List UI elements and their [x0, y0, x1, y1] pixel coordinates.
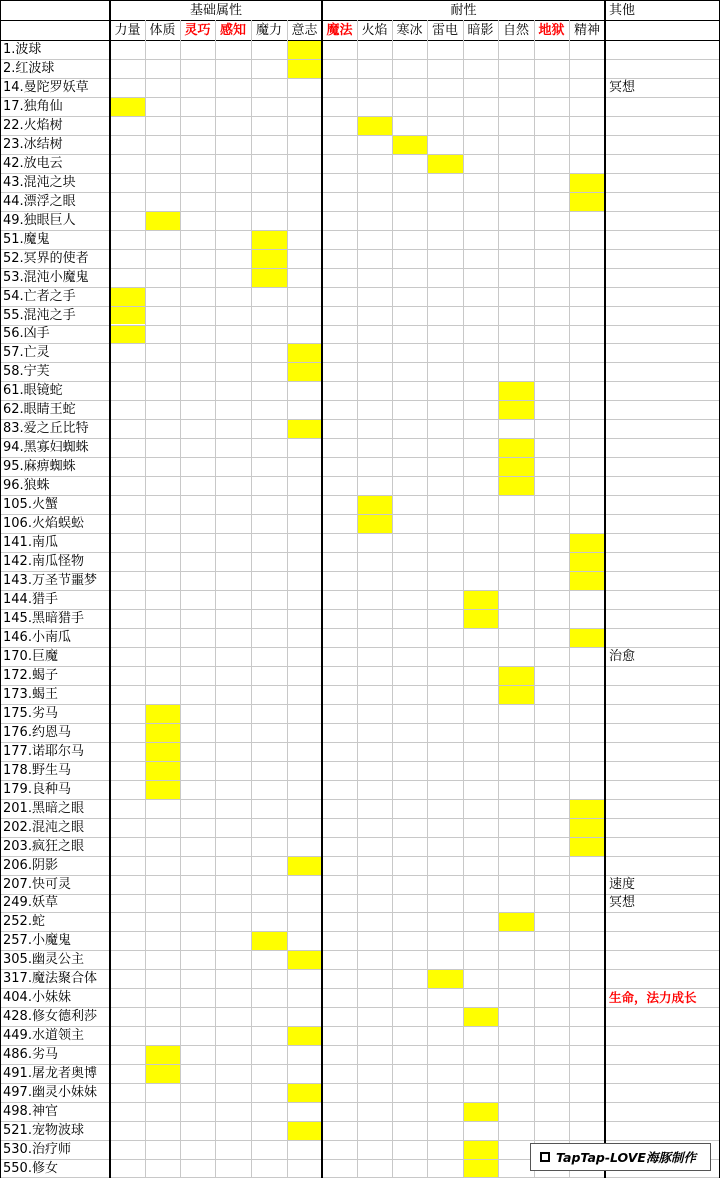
row-name[interactable]: 141.南瓜: [3, 535, 58, 551]
square-icon: [540, 1152, 550, 1162]
highlight-cell[interactable]: [287, 343, 322, 362]
highlight-cell[interactable]: [569, 192, 605, 211]
highlight-cell[interactable]: [357, 514, 392, 533]
row-name[interactable]: 17.独角仙: [3, 98, 63, 114]
grid-line-v: [392, 20, 393, 1178]
row-other-note[interactable]: 治愈: [609, 648, 636, 664]
highlight-cell[interactable]: [569, 799, 605, 818]
row-name[interactable]: 305.幽灵公主: [3, 952, 84, 968]
row-name[interactable]: 176.约恩马: [3, 724, 71, 740]
highlight-cell[interactable]: [145, 780, 180, 799]
group-header: 基础属性: [189, 2, 242, 18]
row-name[interactable]: 521.宠物波球: [3, 1123, 84, 1139]
row-name[interactable]: 428.修女德利莎: [3, 1009, 97, 1025]
row-name[interactable]: 49.独眼巨人: [3, 212, 76, 228]
highlight-cell[interactable]: [251, 268, 287, 287]
highlight-cell[interactable]: [287, 1121, 322, 1140]
row-name[interactable]: 51.魔鬼: [3, 231, 50, 247]
row-name[interactable]: 55.混沌之手: [3, 307, 76, 323]
row-name[interactable]: 201.黑暗之眼: [3, 800, 84, 816]
row-name[interactable]: 252.蛇: [3, 914, 45, 930]
grid-line-v: [180, 20, 181, 1178]
row-name[interactable]: 105.火蟹: [3, 497, 58, 513]
row-name[interactable]: 257.小魔鬼: [3, 933, 71, 949]
highlight-cell[interactable]: [251, 931, 287, 950]
row-name[interactable]: 173.蝎王: [3, 686, 58, 702]
highlight-cell[interactable]: [498, 400, 534, 419]
row-name[interactable]: 106.火焰蜈蚣: [3, 516, 84, 532]
highlight-cell[interactable]: [569, 571, 605, 590]
group-header: 其他: [609, 2, 636, 18]
row-name[interactable]: 1.波球: [3, 41, 42, 57]
highlight-cell[interactable]: [498, 438, 534, 457]
row-name[interactable]: 175.劣马: [3, 705, 58, 721]
row-name[interactable]: 203.疯狂之眼: [3, 838, 84, 854]
column-header[interactable]: 魔力: [255, 22, 282, 38]
row-name[interactable]: 95.麻痹蜘蛛: [3, 459, 76, 475]
row-other-note[interactable]: 冥想: [609, 895, 636, 911]
column-header[interactable]: 自然: [502, 22, 529, 38]
highlight-cell[interactable]: [498, 457, 534, 476]
row-name[interactable]: 44.漂浮之眼: [3, 193, 76, 209]
highlight-cell[interactable]: [463, 1159, 498, 1178]
row-name[interactable]: 96.狼蛛: [3, 478, 50, 494]
row-name[interactable]: 530.治疗师: [3, 1142, 71, 1158]
row-name[interactable]: 145.黑暗猎手: [3, 610, 84, 626]
row-name[interactable]: 177.诺耶尔马: [3, 743, 84, 759]
highlight-cell[interactable]: [569, 837, 605, 856]
row-name[interactable]: 61.眼镜蛇: [3, 383, 63, 399]
section-border: [321, 0, 323, 1178]
column-header[interactable]: 感知: [219, 22, 246, 38]
group-header: 耐性: [450, 2, 477, 18]
highlight-cell[interactable]: [569, 552, 605, 571]
highlight-cell[interactable]: [287, 1083, 322, 1102]
highlight-cell[interactable]: [427, 154, 463, 173]
column-header[interactable]: 魔法: [326, 22, 353, 38]
highlight-cell[interactable]: [287, 362, 322, 381]
highlight-cell[interactable]: [110, 306, 145, 325]
column-header[interactable]: 寒冰: [396, 22, 423, 38]
column-header[interactable]: 灵巧: [184, 22, 211, 38]
highlight-cell[interactable]: [463, 1140, 498, 1159]
row-name[interactable]: 486.劣马: [3, 1047, 58, 1063]
highlight-cell[interactable]: [569, 173, 605, 192]
column-header[interactable]: 火焰: [361, 22, 388, 38]
row-name[interactable]: 53.混沌小魔鬼: [3, 269, 89, 285]
highlight-cell[interactable]: [145, 704, 180, 723]
grid-line-v: [463, 20, 464, 1178]
highlight-cell[interactable]: [287, 59, 322, 78]
row-other-note[interactable]: 生命，法力成长: [609, 989, 697, 1005]
grid-line-v: [251, 20, 252, 1178]
highlight-cell[interactable]: [463, 1102, 498, 1121]
highlight-cell[interactable]: [251, 230, 287, 249]
highlight-cell[interactable]: [569, 818, 605, 837]
row-name[interactable]: 497.幽灵小妹妹: [3, 1085, 97, 1101]
highlight-cell[interactable]: [145, 211, 180, 230]
watermark: [530, 1143, 711, 1171]
grid-line-v: [427, 20, 428, 1178]
row-other-note[interactable]: 速度: [609, 876, 636, 892]
grid-line-v: [145, 20, 146, 1178]
highlight-cell[interactable]: [287, 40, 322, 59]
highlight-cell[interactable]: [287, 856, 322, 875]
watermark-text: TapTap-LOVE海豚制作: [556, 1150, 696, 1165]
grid-line-v: [534, 20, 535, 1178]
row-name[interactable]: 491.屠龙者奥博: [3, 1066, 97, 1082]
column-header[interactable]: 精神: [573, 22, 600, 38]
highlight-cell[interactable]: [392, 135, 427, 154]
highlight-cell[interactable]: [110, 287, 145, 306]
row-name[interactable]: 206.阴影: [3, 857, 58, 873]
row-name[interactable]: 62.眼睛王蛇: [3, 402, 76, 418]
highlight-cell[interactable]: [569, 628, 605, 647]
grid-line-v: [287, 20, 288, 1178]
row-name[interactable]: 144.猎手: [3, 592, 58, 607]
row-name[interactable]: 14.曼陀罗妖草: [3, 79, 89, 95]
row-name[interactable]: 2.红波球: [3, 60, 55, 76]
row-name[interactable]: 56.凶手: [3, 326, 50, 342]
row-name[interactable]: 83.爱之丘比特: [3, 421, 89, 437]
highlight-cell[interactable]: [357, 116, 392, 135]
highlight-cell[interactable]: [427, 969, 463, 988]
highlight-cell[interactable]: [287, 950, 322, 969]
row-name[interactable]: 22.火焰树: [3, 117, 63, 133]
highlight-cell[interactable]: [569, 533, 605, 552]
highlight-cell[interactable]: [145, 1045, 180, 1064]
row-name[interactable]: 550.修女: [3, 1161, 58, 1176]
highlight-cell[interactable]: [145, 1064, 180, 1083]
highlight-cell[interactable]: [145, 761, 180, 780]
highlight-cell[interactable]: [498, 476, 534, 495]
grid-line-v: [215, 20, 216, 1178]
row-name[interactable]: 179.良种马: [3, 781, 71, 797]
highlight-cell[interactable]: [251, 249, 287, 268]
row-name[interactable]: 142.南瓜怪物: [3, 554, 84, 570]
row-name[interactable]: 54.亡者之手: [3, 288, 76, 304]
row-name[interactable]: 404.小妹妹: [3, 990, 71, 1006]
row-name[interactable]: 207.快可灵: [3, 876, 71, 892]
grid-line-v: [357, 20, 358, 1178]
highlight-cell[interactable]: [357, 495, 392, 514]
row-name[interactable]: 449.水道领主: [3, 1028, 84, 1044]
highlight-cell[interactable]: [287, 1026, 322, 1045]
row-name[interactable]: 170.巨魔: [3, 648, 58, 664]
highlight-cell[interactable]: [463, 590, 498, 609]
highlight-cell[interactable]: [287, 419, 322, 438]
highlight-cell[interactable]: [145, 742, 180, 761]
highlight-cell[interactable]: [145, 723, 180, 742]
column-header[interactable]: 暗影: [467, 22, 494, 38]
row-name[interactable]: 52.冥界的使者: [3, 250, 89, 266]
highlight-cell[interactable]: [110, 97, 145, 116]
highlight-cell[interactable]: [498, 381, 534, 400]
row-name[interactable]: 143.万圣节噩梦: [3, 573, 97, 589]
column-header[interactable]: 雷电: [431, 22, 458, 38]
row-name[interactable]: 146.小南瓜: [3, 629, 71, 645]
grid-line-v: [498, 20, 499, 1178]
highlight-cell[interactable]: [463, 609, 498, 628]
column-header[interactable]: 体质: [149, 22, 176, 38]
row-name[interactable]: 498.神官: [3, 1104, 58, 1120]
row-name[interactable]: 94.黑寡妇蜘蛛: [3, 440, 89, 456]
highlight-cell[interactable]: [463, 1007, 498, 1026]
highlight-cell[interactable]: [498, 666, 534, 685]
highlight-cell[interactable]: [498, 685, 534, 704]
grid-line-v: [569, 20, 570, 1178]
row-name[interactable]: 58.宁芙: [3, 364, 50, 380]
column-header[interactable]: 意志: [291, 22, 318, 38]
row-name[interactable]: 202.混沌之眼: [3, 819, 84, 835]
highlight-cell[interactable]: [110, 325, 145, 344]
row-name[interactable]: 23.冰结树: [3, 136, 63, 152]
row-name[interactable]: 317.魔法聚合体: [3, 971, 97, 987]
row-name[interactable]: 172.蝎子: [3, 667, 58, 683]
row-name[interactable]: 178.野生马: [3, 762, 71, 778]
row-name[interactable]: 43.混沌之块: [3, 174, 76, 190]
column-header[interactable]: [605, 20, 720, 40]
row-name[interactable]: 57.亡灵: [3, 345, 50, 361]
row-name[interactable]: 249.妖草: [3, 895, 58, 911]
row-other-note[interactable]: 冥想: [609, 79, 636, 95]
row-name[interactable]: 42.放电云: [3, 155, 63, 171]
column-header[interactable]: 力量: [114, 22, 141, 38]
column-header[interactable]: 地狱: [538, 22, 565, 38]
highlight-cell[interactable]: [498, 912, 534, 931]
